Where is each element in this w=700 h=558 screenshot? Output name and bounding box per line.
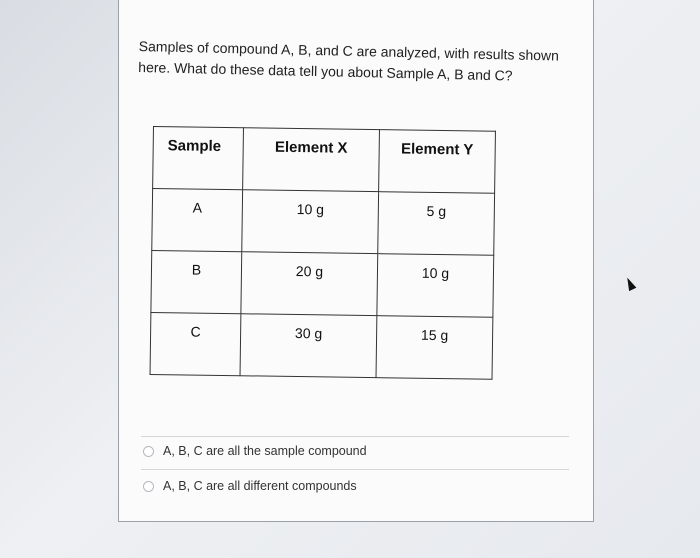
question-card: [118, 0, 594, 522]
radio-button-icon[interactable]: [143, 446, 154, 457]
cell-element-y: 10 g: [377, 254, 494, 318]
answer-option-2[interactable]: [143, 479, 357, 493]
answer-option-label: A, B, C are all the sample compound: [163, 444, 367, 458]
header-element-x: Element X: [243, 128, 380, 192]
table-row: [150, 312, 493, 379]
sample-data-table: [150, 126, 496, 380]
cell-sample: C: [150, 312, 241, 375]
cell-element-x: 10 g: [242, 190, 379, 254]
answer-option-1[interactable]: [143, 444, 367, 458]
header-sample: Sample: [153, 127, 244, 190]
option-divider: [141, 469, 569, 470]
header-element-y: Element Y: [379, 130, 496, 194]
table-header-row: [153, 127, 496, 194]
cell-element-x: 20 g: [241, 252, 378, 316]
mouse-cursor-icon: [624, 276, 637, 291]
answer-option-label: A, B, C are all different compounds: [163, 479, 357, 493]
question-text: Samples of compound A, B, and C are analyzed, with results shown here. What do these data tell you about Sample A, B and C?: [138, 37, 560, 84]
cell-sample: A: [152, 189, 243, 252]
option-divider: [141, 436, 569, 437]
cell-element-y: 15 g: [376, 316, 493, 380]
radio-button-icon[interactable]: [143, 481, 154, 492]
cell-element-y: 5 g: [378, 192, 495, 256]
table-row: [151, 250, 494, 317]
table-row: [152, 189, 495, 256]
cell-element-x: 30 g: [240, 314, 377, 378]
cell-sample: B: [151, 250, 242, 313]
